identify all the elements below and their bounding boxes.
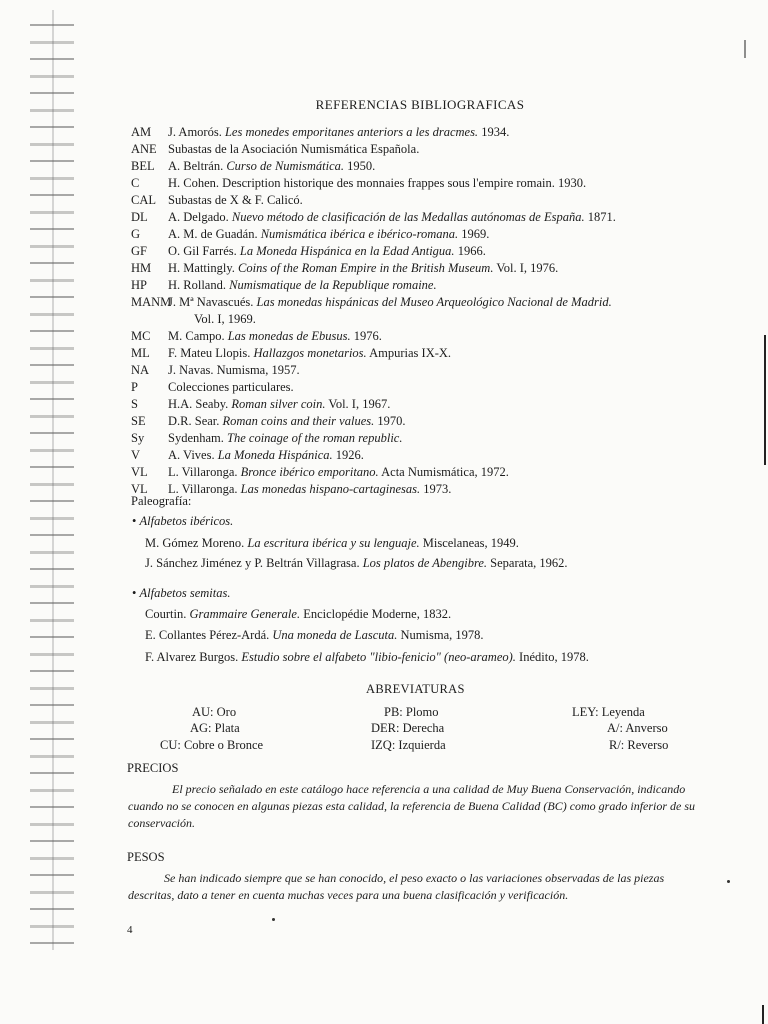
reference-text xyxy=(168,294,612,328)
reference-author: Subastas de la Asociación Numismática Española. xyxy=(168,142,420,156)
reference-author: L. Villaronga. xyxy=(168,482,238,496)
abbreviation: DER: Derecha xyxy=(371,721,445,735)
reference-detail: Ampurias IX-X. xyxy=(366,346,452,360)
reference-code: VL xyxy=(131,482,148,496)
paleografia-ref: E. Collantes Pérez-Ardá. Una moneda de Lascuta. Numisma, 1978. xyxy=(145,628,484,642)
abbreviation: AG: Plata xyxy=(190,721,240,735)
page-title: REFERENCIAS BIBLIOGRAFICAS xyxy=(315,97,525,112)
reference-detail: 1970. xyxy=(374,414,406,428)
reference-detail: Acta Numismática, 1972. xyxy=(378,465,509,479)
reference-entry xyxy=(131,447,721,464)
page-number: 4 xyxy=(127,924,133,936)
reference-text xyxy=(168,481,451,498)
reference-entry xyxy=(131,430,721,447)
reference-title: Numismatique de la Republique romaine. xyxy=(229,278,437,292)
reference-detail: 1871. xyxy=(584,210,616,224)
reference-author: H. Cohen. Description historique des monnaies frappes sous l'empire romain. 1930. xyxy=(168,176,587,190)
reference-entry xyxy=(131,175,721,192)
pesos-paragraph: Se han indicado siempre que se han conocido, el peso exacto o las variaciones observadas de las piezas descritas, dato a tener en cuenta muchas veces para una buena clasificación y verificación. xyxy=(128,871,665,902)
reference-code: DL xyxy=(131,210,148,224)
abbreviation: R/: Reverso xyxy=(609,738,669,752)
reference-title: Hallazgos monetarios. xyxy=(253,346,367,360)
reference-author: F. Mateu Llopis. xyxy=(168,346,251,360)
references-list xyxy=(131,124,721,498)
paleografia-ref: J. Sánchez Jiménez y P. Beltrán Villagrasa. Los platos de Abengibre. Separata, 1962. xyxy=(145,556,568,570)
reference-text xyxy=(168,464,509,481)
reference-code: HM xyxy=(131,261,152,275)
reference-title: Numismática ibérica e ibérico-romana. xyxy=(260,227,459,241)
reference-text xyxy=(168,447,364,464)
reference-entry xyxy=(131,294,721,328)
reference-author: A. Beltrán. xyxy=(168,159,224,173)
reference-entry xyxy=(131,413,721,430)
reference-author: A. Vives. xyxy=(168,448,215,462)
abbreviation: AU: Oro xyxy=(192,705,237,719)
reference-entry xyxy=(131,379,721,396)
reference-code: MC xyxy=(131,329,151,343)
reference-entry xyxy=(131,481,721,498)
reference-code: Sy xyxy=(131,431,145,445)
reference-author: H.A. Seaby. xyxy=(168,397,229,411)
reference-author: Sydenham. xyxy=(168,431,224,445)
reference-text xyxy=(168,328,382,345)
reference-title: Nuevo método de clasificación de las Medallas autónomas de España. xyxy=(231,210,585,224)
reference-title: La Moneda Hispánica. xyxy=(217,448,333,462)
reference-text xyxy=(168,260,558,277)
reference-text xyxy=(168,345,451,362)
reference-entry xyxy=(131,192,721,209)
reference-text xyxy=(168,379,294,396)
reference-code: HP xyxy=(131,278,147,292)
reference-author: Colecciones particulares. xyxy=(168,380,294,394)
reference-title: Roman coins and their values. xyxy=(222,414,375,428)
reference-detail: 1973. xyxy=(420,482,452,496)
reference-author: M. Campo. xyxy=(168,329,225,343)
reference-code: CAL xyxy=(131,193,156,207)
reference-detail: 1969. xyxy=(458,227,490,241)
reference-title: La Moneda Hispánica en la Edad Antigua. xyxy=(239,244,455,258)
reference-entry xyxy=(131,362,721,379)
paleografia-heading: Paleografía: xyxy=(131,494,192,508)
scan-speck xyxy=(272,918,275,921)
reference-title: Curso de Numismática. xyxy=(226,159,345,173)
reference-text xyxy=(168,226,489,243)
reference-text xyxy=(168,430,402,447)
semitic-alphabets-heading: • Alfabetos semitas. xyxy=(132,586,231,600)
reference-entry xyxy=(131,209,721,226)
reference-text xyxy=(168,158,375,175)
reference-title: Bronce ibérico emporitano. xyxy=(240,465,379,479)
reference-detail: 1950. xyxy=(344,159,376,173)
reference-detail: 1976. xyxy=(350,329,382,343)
reference-code: ANE xyxy=(131,142,157,156)
abbreviation: CU: Cobre o Bronce xyxy=(160,738,264,752)
reference-detail: 1934. xyxy=(478,125,510,139)
reference-text xyxy=(168,243,486,260)
reference-text xyxy=(168,396,390,413)
reference-author: J. Mª Navascués. xyxy=(168,295,254,309)
paleografia-ref: Courtin. Grammaire Generale. Enciclopédie Moderne, 1832. xyxy=(145,607,452,621)
reference-entry xyxy=(131,124,721,141)
reference-author: H. Rolland. xyxy=(168,278,226,292)
reference-entry xyxy=(131,464,721,481)
reference-author: A. M. de Guadán. xyxy=(168,227,258,241)
reference-code: ML xyxy=(131,346,150,360)
reference-code: VL xyxy=(131,465,148,479)
reference-text xyxy=(168,175,586,192)
reference-code: MANM xyxy=(131,295,172,309)
reference-author: L. Villaronga. xyxy=(168,465,238,479)
reference-author: J. Amorós. xyxy=(168,125,222,139)
scan-margin-mark xyxy=(744,40,746,58)
reference-text xyxy=(168,413,405,430)
scan-margin-mark xyxy=(764,335,766,465)
reference-entry xyxy=(131,243,721,260)
reference-code: NA xyxy=(131,363,150,377)
reference-detail: 1926. xyxy=(332,448,364,462)
reference-author: Subastas de X & F. Calicó. xyxy=(168,193,303,207)
reference-text xyxy=(168,192,303,209)
reference-text xyxy=(168,124,509,141)
reference-text xyxy=(168,209,616,226)
scan-speck xyxy=(727,880,730,883)
abbreviation: PB: Plomo xyxy=(384,705,439,719)
reference-title: The coinage of the roman republic. xyxy=(227,431,403,445)
paleografia-ref: F. Alvarez Burgos. Estudio sobre el alfabeto "libio-fenicio" (neo-arameo). Inédito, 1978. xyxy=(145,650,589,664)
reference-detail: Vol. I, 1976. xyxy=(493,261,559,275)
precios-paragraph: El precio señalado en este catálogo hace referencia a una calidad de Muy Buena Conservación, indicando cuando no se conocen en algunas piezas esta calidad, la referencia de Buena Calidad (BC) como grado inferior de su conservación. xyxy=(128,782,696,830)
abbreviation: IZQ: Izquierda xyxy=(371,738,446,752)
reference-code: BEL xyxy=(131,159,155,173)
reference-title: Coins of the Roman Empire in the British Museum. xyxy=(238,261,494,275)
reference-title: Las monedas de Ebusus. xyxy=(227,329,351,343)
precios-heading: PRECIOS xyxy=(127,761,179,775)
reference-title: Las monedas hispano-cartaginesas. xyxy=(240,482,421,496)
reference-entry xyxy=(131,141,721,158)
reference-author: O. Gil Farrés. xyxy=(168,244,237,258)
reference-code: SE xyxy=(131,414,146,428)
reference-entry xyxy=(131,277,721,294)
reference-detail: Vol. I, 1967. xyxy=(325,397,391,411)
reference-code: P xyxy=(131,380,138,394)
reference-author: J. Navas. Numisma, 1957. xyxy=(168,363,300,377)
iberian-alphabets-heading: • Alfabetos ibéricos. xyxy=(132,514,234,528)
reference-entry xyxy=(131,345,721,362)
reference-detail: 1966. xyxy=(454,244,486,258)
paleografia-ref: M. Gómez Moreno. La escritura ibérica y su lenguaje. Miscelaneas, 1949. xyxy=(145,536,519,550)
reference-code: G xyxy=(131,227,141,241)
reference-author: D.R. Sear. xyxy=(168,414,220,428)
scanned-page-edge xyxy=(30,10,74,950)
reference-title: Las monedas hispánicas del Museo Arqueológico Nacional de Madrid. xyxy=(256,295,612,309)
abreviaturas-heading: ABREVIATURAS xyxy=(366,682,465,696)
reference-title: Les monedes emporitanes anteriors a les dracmes. xyxy=(224,125,479,139)
reference-code: AM xyxy=(131,125,152,139)
abbreviation: A/: Anverso xyxy=(607,721,668,735)
reference-entry xyxy=(131,226,721,243)
reference-entry xyxy=(131,158,721,175)
reference-entry xyxy=(131,260,721,277)
reference-text xyxy=(168,277,437,294)
reference-author: A. Delgado. xyxy=(168,210,229,224)
reference-code: GF xyxy=(131,244,147,258)
scan-margin-mark xyxy=(762,1005,764,1024)
abbreviation: LEY: Leyenda xyxy=(572,705,645,719)
pesos-heading: PESOS xyxy=(127,850,165,864)
reference-entry xyxy=(131,328,721,345)
reference-entry xyxy=(131,396,721,413)
reference-text xyxy=(168,362,300,379)
reference-text xyxy=(168,141,419,158)
reference-title: Roman silver coin. xyxy=(231,397,326,411)
reference-detail: Vol. I, 1969. xyxy=(194,312,256,326)
reference-author: H. Mattingly. xyxy=(168,261,235,275)
reference-code: V xyxy=(131,448,141,462)
reference-code: C xyxy=(131,176,140,190)
reference-code: S xyxy=(131,397,138,411)
